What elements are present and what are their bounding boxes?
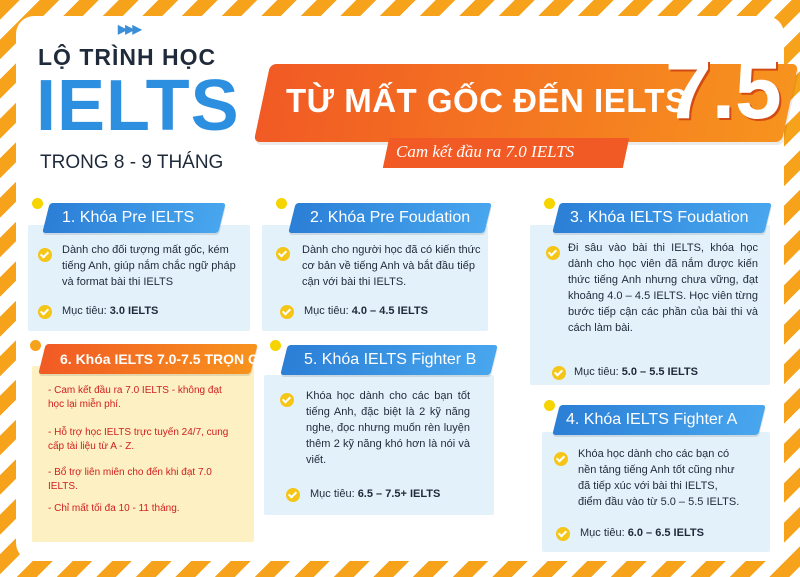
course-title-4: 4. Khóa IELTS Fighter A (566, 411, 738, 428)
yellow-dot-icon (544, 198, 555, 209)
check-icon (280, 305, 294, 319)
course-desc-3: Đi sâu vào bài thi IELTS, khóa học dành cho học viên đã nắm được kiến thức tiếng Anh nhưng chưa vững, đạt khoảng 4.0 – 4.5 IELTS. Học viên từng bước tiếp cận các phần của bài thi và cách làm bài. (568, 242, 758, 334)
check-icon (38, 248, 52, 262)
banner-title: TỪ MẤT GỐC ĐẾN IELTS (286, 82, 688, 119)
yellow-dot-icon (32, 198, 43, 209)
course-title-5: 5. Khóa IELTS Fighter B (304, 351, 477, 368)
course-goal-5: Mục tiêu: 6.5 – 7.5+ IELTS (310, 488, 441, 500)
course-goal-4: Mục tiêu: 6.0 – 6.5 IELTS (580, 527, 704, 539)
yellow-dot-icon (270, 340, 281, 351)
course-item-6-4: - Chỉ mất tối đa 10 - 11 tháng. (48, 503, 180, 514)
header-line-1: LỘ TRÌNH HỌC (38, 44, 217, 70)
check-icon (38, 305, 52, 319)
header-duration: TRONG 8 - 9 THÁNG (40, 152, 224, 173)
course-item-6-3: - Bổ trợ liên miên cho đến khi đạt 7.0 IELTS. (48, 467, 212, 492)
course-item-6-1: - Cam kết đầu ra 7.0 IELTS - không đạt học lại miễn phí. (48, 385, 222, 410)
course-desc-2: Dành cho người học đã có kiến thức cơ bản về tiếng Anh và bắt đầu tiếp cận với bài thi IELTS. (302, 244, 481, 288)
check-icon (554, 452, 568, 466)
course-goal-2: Mục tiêu: 4.0 – 4.5 IELTS (304, 305, 428, 317)
check-icon (546, 246, 560, 260)
course-title-3: 3. Khóa IELTS Foudation (570, 209, 749, 226)
arrow-decoration-icon: ▶▶▶ (118, 22, 140, 36)
course-item-6-2: - Hỗ trợ học IELTS trực tuyến 24/7, cung cấp tài liệu từ A - Z. (48, 427, 229, 452)
banner-score: 7.5 (665, 42, 782, 136)
yellow-dot-icon (276, 198, 287, 209)
check-icon (556, 527, 570, 541)
course-title-1: 1. Khóa Pre IELTS (62, 209, 195, 226)
yellow-dot-icon (544, 400, 555, 411)
banner-subtitle: Cam kết đầu ra 7.0 IELTS (396, 142, 575, 161)
check-icon (286, 488, 300, 502)
course-desc-1: Dành cho đối tượng mất gốc, kém tiếng Anh, giúp nắm chắc ngữ pháp và format bài thi IELTS (62, 244, 236, 288)
course-desc-4: Khóa học dành cho các bạn có nền tảng tiếng Anh tốt cũng như đã tiếp xúc với bài thi IELTS, điểm đầu vào từ 5.0 – 5.5 IELTS. (578, 448, 740, 508)
course-goal-3: Mục tiêu: 5.0 – 5.5 IELTS (574, 366, 698, 378)
course-desc-5: Khóa học dành cho các bạn tốt tiếng Anh, đặc biệt là 2 kỹ năng nghe, đọc nhưng muốn rèn luyện thêm 2 kỹ năng khó hơn là nói và viết. (306, 390, 470, 466)
course-title-6: 6. Khóa IELTS 7.0-7.5 TRỌN GÓI (60, 351, 274, 367)
check-icon (552, 366, 566, 380)
course-goal-1: Mục tiêu: 3.0 IELTS (62, 305, 159, 317)
check-icon (276, 247, 290, 261)
header-ielts: IELTS (36, 66, 240, 146)
check-icon (280, 393, 294, 407)
course-title-2: 2. Khóa Pre Foudation (310, 209, 471, 226)
orange-dot-icon (30, 340, 41, 351)
